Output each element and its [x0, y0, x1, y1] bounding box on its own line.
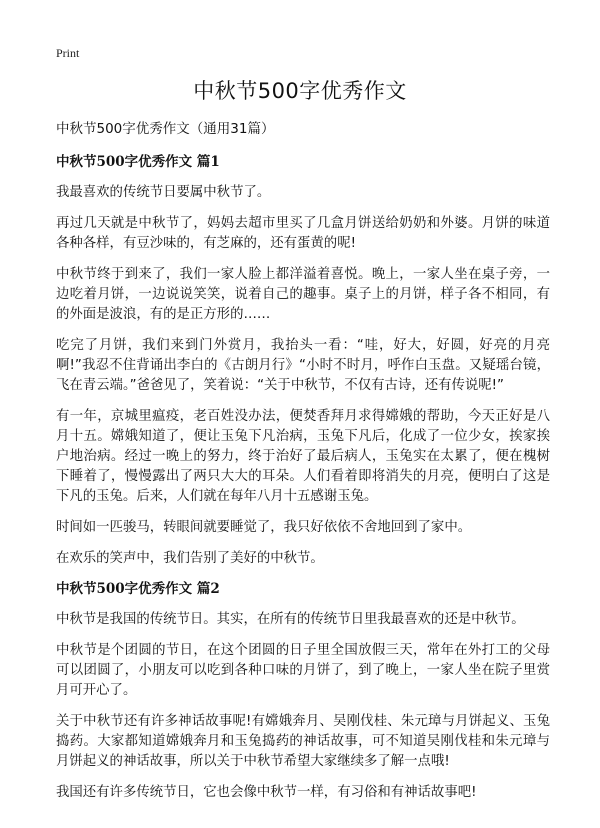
paragraph: 在欢乐的笑声中，我们告别了美好的中秋节。: [56, 551, 324, 566]
paragraph: 关于中秋节还有许多神话故事呢!有嫦娥奔月、吴刚伐桂、朱元璋与月饼起义、玉兔捣药。大家都知道嫦娥奔月和玉兔捣药的神话故事，可不知道吴刚伐桂和朱元璋与月饼起义的神话故事，所以关于中秋节希望大家继续多了解一点哦!: [56, 714, 550, 769]
paragraph: 中秋节是我国的传统节日。其实，在所有的传统节日里我最喜欢的还是中秋节。: [56, 612, 525, 627]
paragraph: 有一年，京城里瘟疫，老百姓没办法，便焚香拜月求得嫦娥的帮助，今天正好是八月十五。嫦娥知道了，便让玉兔下凡治病，玉兔下凡后，化成了一位少女，挨家挨户地治病。经过一晚上的努力，终于治好了最后病人，玉兔实在太累了，便在槐树下睡着了，慢慢露出了两只大大的耳朵。人们看着即将消失的月亮，便明白了这是下凡的玉兔。后来，人们就在每年八月十五感谢玉兔。: [56, 409, 550, 504]
paragraph: 中秋节是个团圆的节日，在这个团圆的日子里全国放假三天，常年在外打工的父母可以团圆了，小朋友可以吃到各种口味的月饼了，到了晚上，一家人坐在院子里赏月可开心了。: [56, 643, 550, 698]
article-subtitle: 中秋节500字优秀作文（通用31篇）: [56, 121, 275, 137]
section-heading-2: 中秋节500字优秀作文 篇2: [56, 581, 220, 597]
paragraph: 再过几天就是中秋节了，妈妈去超市里买了几盒月饼送给奶奶和外婆。月饼的味道各种各样，有豆沙味的，有芝麻的，还有蛋黄的呢!: [56, 216, 550, 251]
paragraph: 时间如一匹骏马，转眼间就要睡觉了，我只好依依不舍地回到了家中。: [56, 520, 472, 535]
article-body: [56, 120, 550, 814]
paragraph: 中秋节终于到来了，我们一家人脸上都洋溢着喜悦。晚上，一家人坐在桌子旁，一边吃着月饼，一边说说笑笑，说着自己的趣事。桌子上的月饼，样子各不相同，有的外面是波浪，有的是正方形的……: [56, 267, 550, 322]
page-title: 中秋节500字优秀作文: [193, 79, 407, 103]
section-heading-1: 中秋节500字优秀作文 篇1: [56, 154, 220, 170]
paragraph: 吃完了月饼，我们来到门外赏月，我抬头一看：“哇，好大，好圆，好亮的月亮啊!”我忍不住背诵出李白的《古朗月行》“小时不时月，呼作白玉盘。又疑瑶台镜，飞在青云端。”爸爸见了，笑着说：“关于中秋节，不仅有古诗，还有传说呢!”: [56, 338, 550, 393]
paragraph: 我最喜欢的传统节日要属中秋节了。: [56, 185, 271, 200]
print-link[interactable]: Print: [56, 46, 80, 60]
paragraph: 我国还有许多传统节日，它也会像中秋节一样，有习俗和有神话故事吧!: [56, 785, 477, 800]
